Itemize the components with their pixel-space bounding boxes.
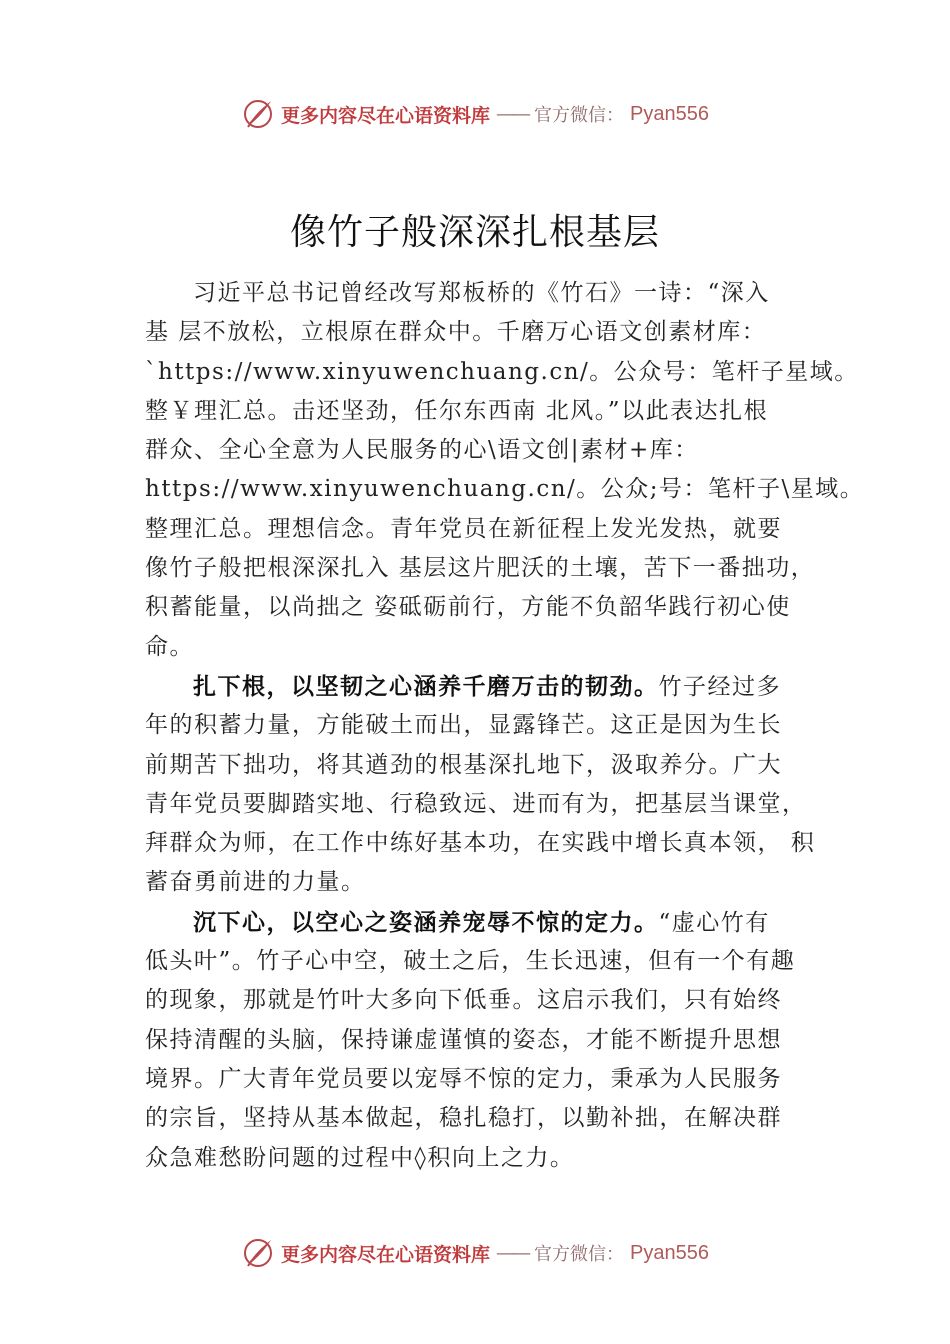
- text-line: [145, 863, 835, 902]
- line-text: 低头叶”。竹子心中空，破土之后，生长迅速，但有一个有趣: [145, 948, 796, 975]
- text-line: [145, 706, 835, 745]
- line-text: 积蓄能量，以尚拙之 姿砥砺前行，方能不负韶华践行初心使: [145, 594, 791, 621]
- line-text: 年的积蓄力量，方能破土而出，显露锋芒。这正是因为生长: [145, 712, 782, 739]
- line-text: 习近平总书记曾经改写郑板桥的《竹石》一诗：“深入: [193, 280, 770, 306]
- text-line: [145, 470, 865, 509]
- text-line: [145, 392, 835, 431]
- text-line: [145, 1139, 835, 1178]
- line-text: 整理汇总。理想信念。青年党员在新征程上发光发热，就要: [145, 515, 782, 542]
- line-text: https://www.xinyuwenchuang.cn/。公众;号：笔杆子\星域。: [145, 476, 865, 503]
- text-line: [145, 667, 835, 706]
- text-line: [145, 1099, 835, 1138]
- text-line: [145, 824, 835, 863]
- banner-brand-text: 更多内容尽在心语资料库: [281, 1243, 491, 1266]
- banner-wechat-handle: Pyan556: [630, 102, 709, 125]
- text-line: [145, 274, 835, 313]
- banner-wechat-handle: Pyan556: [630, 1241, 709, 1264]
- line-text: 青年党员要脚踏实地、行稳致远、进而有为，把基层当课堂，: [145, 790, 807, 817]
- line-text: 前期苦下拙功，将其遒劲的根基深扎地下，汲取养分。广大: [145, 751, 782, 778]
- banner-dash: ——: [496, 103, 529, 125]
- text-line: [145, 785, 835, 824]
- line-text: 蓄奋勇前进的力量。: [145, 869, 366, 896]
- text-line: [145, 353, 859, 392]
- section-heading: 沉下心，以空心之姿涵养宠辱不惊的定力。: [193, 908, 659, 936]
- header-banner: [0, 94, 950, 134]
- line-text: 竹子经过多: [658, 673, 781, 700]
- line-text: 命。: [145, 633, 194, 660]
- line-text: 保持清醒的头脑，保持谦虚谨慎的姿态，才能不断提升思想: [145, 1026, 782, 1053]
- text-line: [145, 903, 835, 942]
- banner-wechat-label: 官方微信：: [534, 105, 625, 126]
- line-text: 拜群众为师，在工作中练好基本功，在实践中增长真本领， 积: [145, 830, 816, 857]
- line-text: 众急难愁盼问题的过程中◊积向上之力。: [145, 1144, 575, 1171]
- text-line: [145, 431, 835, 470]
- line-text: 像竹子般把根深深扎入 基层这片肥沃的土壤，苦下一番拙功，: [145, 555, 816, 582]
- quill-logo-icon: [241, 97, 275, 131]
- text-line: [145, 942, 835, 981]
- line-text: 境界。广大青年党员要以宠辱不惊的定力，秉承为人民服务: [145, 1065, 782, 1092]
- banner-dash: ——: [496, 1242, 529, 1264]
- line-text: `https://www.xinyuwenchuang.cn/。公众号：笔杆子星域。: [145, 358, 859, 385]
- banner-brand-text: 更多内容尽在心语资料库: [281, 104, 491, 127]
- text-line: [145, 510, 835, 549]
- footer-banner: [0, 1233, 950, 1273]
- line-text: 整￥理汇总。击还坚劲，任尔东西南 北风。”以此表达扎根: [145, 397, 769, 424]
- text-line: [145, 1021, 835, 1060]
- text-line: [145, 313, 835, 352]
- line-text: “虚心竹有: [658, 909, 770, 936]
- text-line: [145, 549, 835, 588]
- line-text: 群众、全心全意为人民服务的心\语文创|素材+库：: [145, 437, 699, 464]
- text-line: [145, 628, 835, 667]
- section-heading: 扎下根，以坚韧之心涵养千磨万击的韧劲。: [193, 672, 659, 700]
- document-body: [145, 274, 865, 1178]
- document-title: 像竹子般深深扎根基层: [289, 212, 660, 254]
- line-text: 的宗旨，坚持从基本做起，稳扎稳打，以勤补拙，在解决群: [145, 1105, 782, 1132]
- text-line: [145, 746, 835, 785]
- banner-wechat-label: 官方微信：: [534, 1244, 625, 1265]
- line-text: 基 层不放松，立根原在群众中。千磨万心语文创素材库：: [145, 319, 767, 346]
- text-line: [145, 1060, 835, 1099]
- text-line: [145, 981, 835, 1020]
- line-text: 的现象，那就是竹叶大多向下低垂。这启示我们，只有始终: [145, 987, 782, 1014]
- text-line: [145, 588, 835, 627]
- quill-logo-icon: [241, 1236, 275, 1270]
